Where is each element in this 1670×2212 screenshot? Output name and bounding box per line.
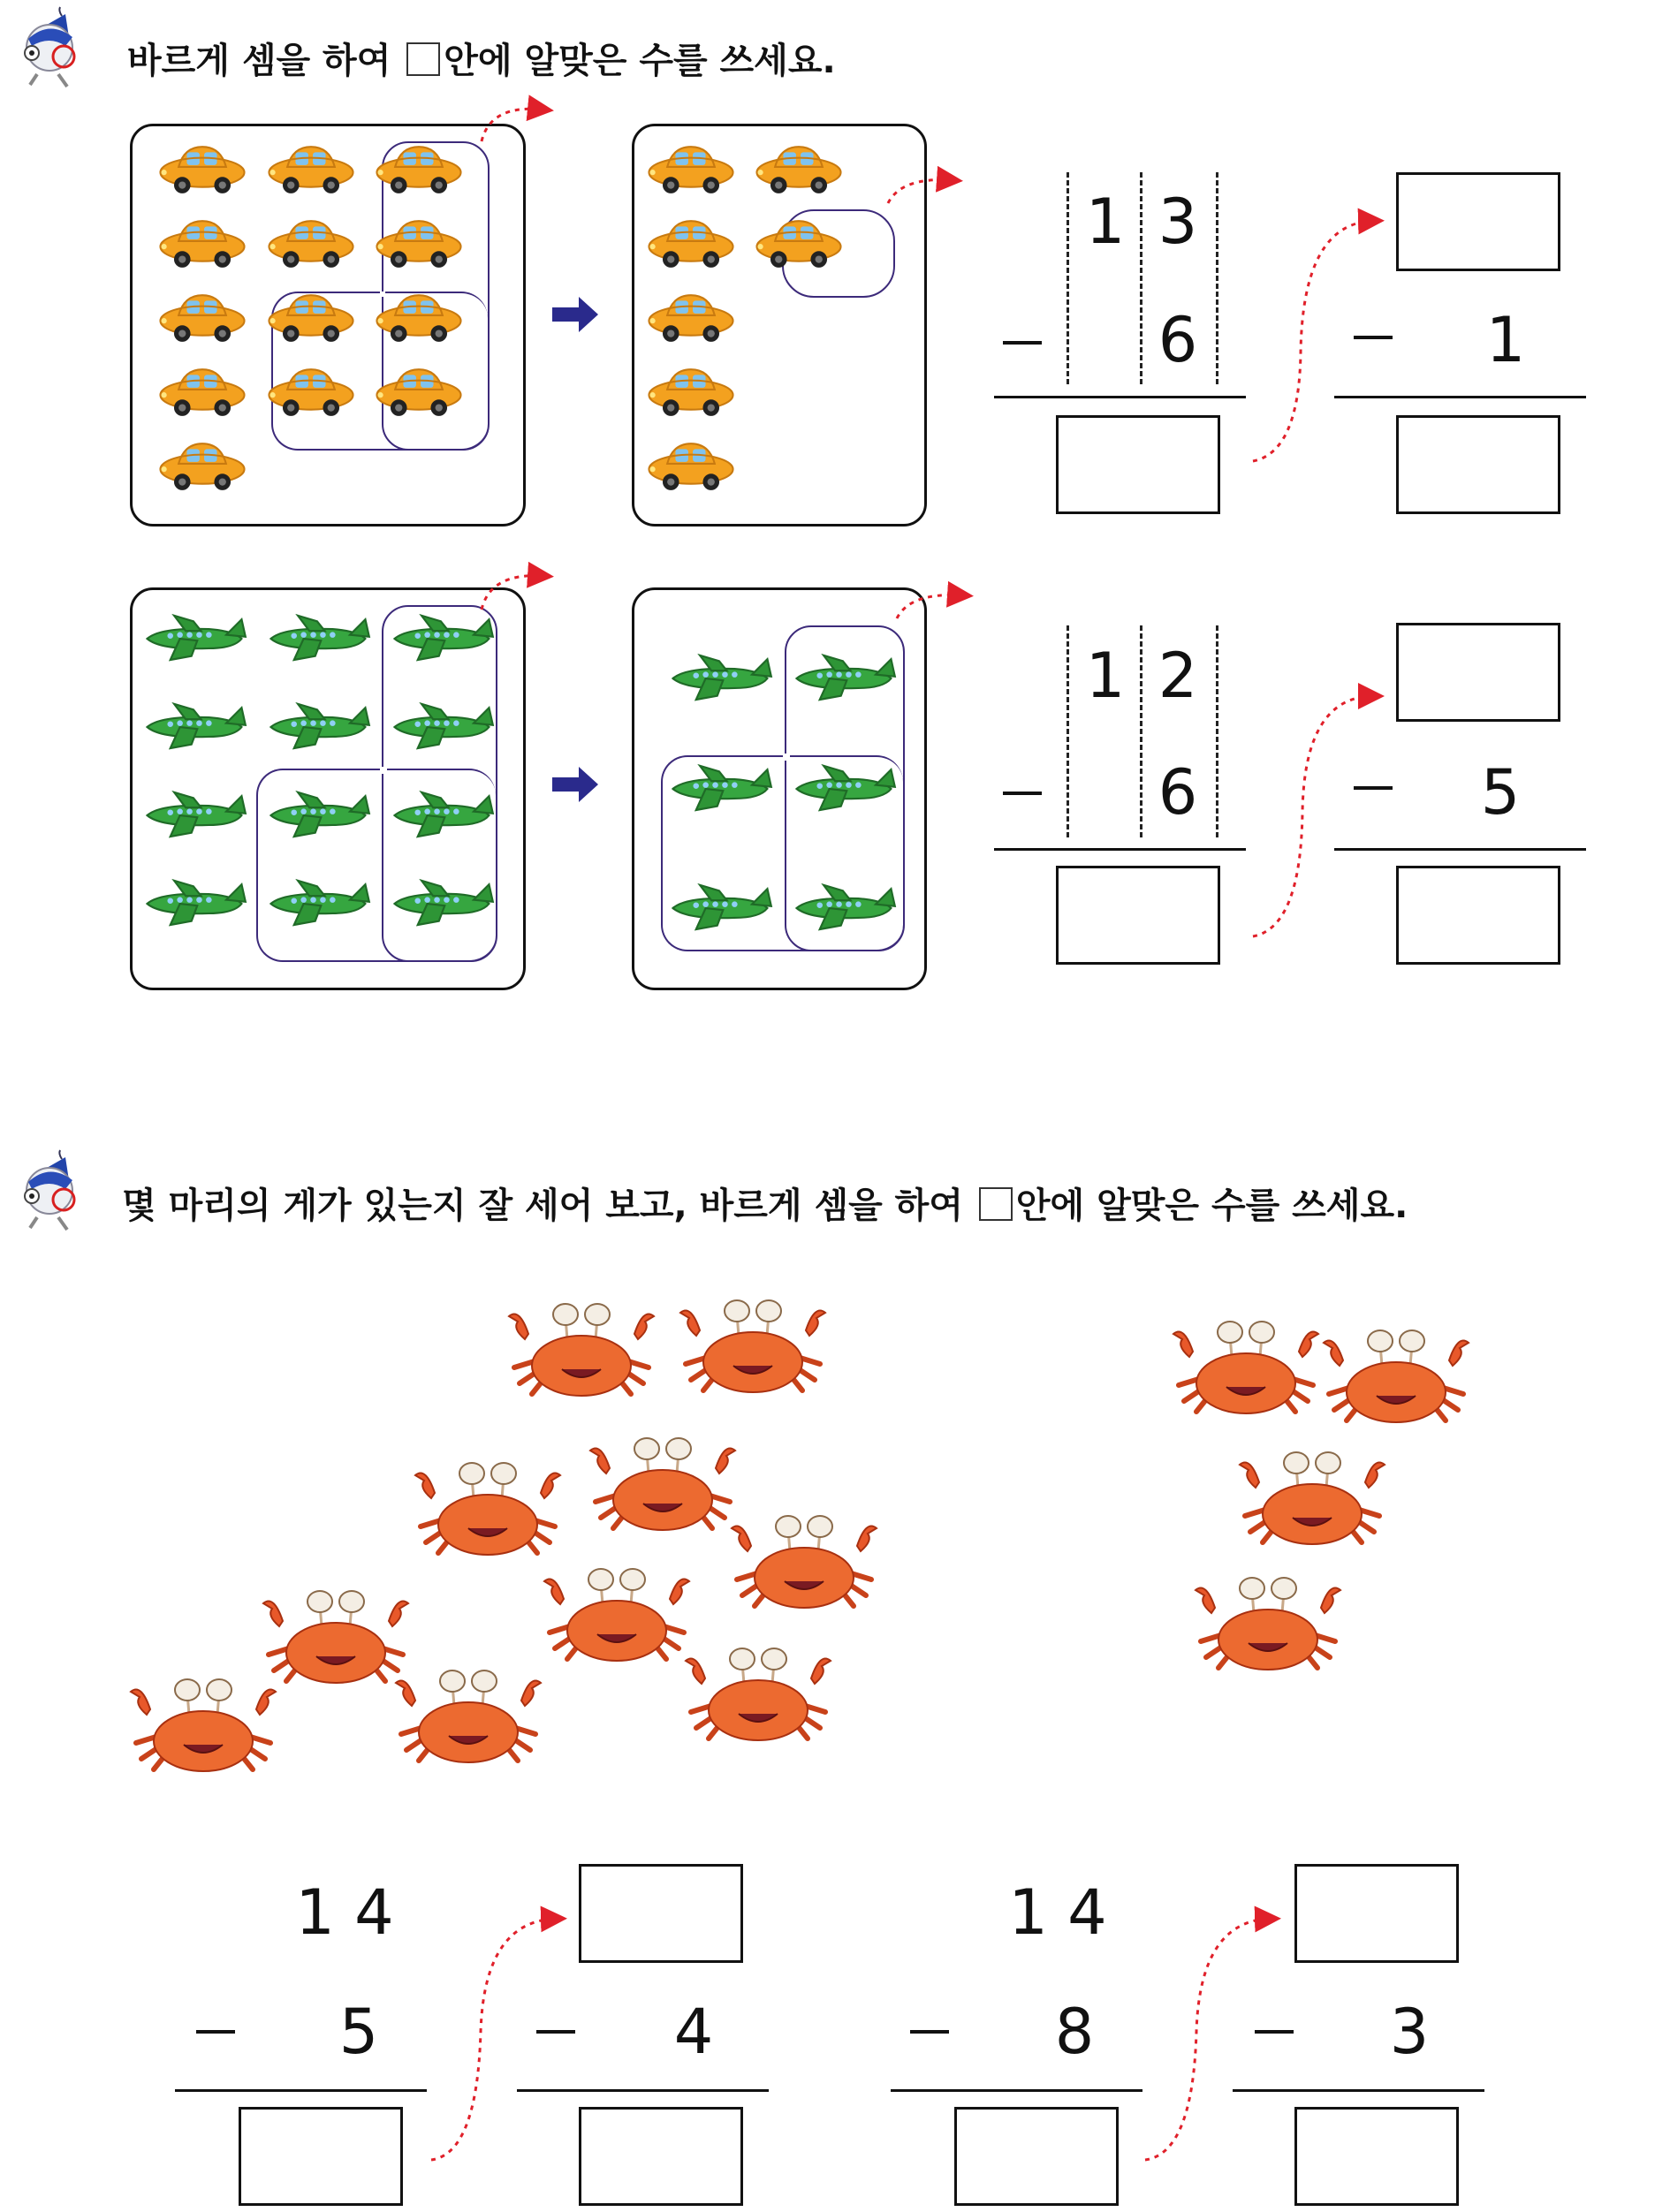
crab-b-subtrahend: 8	[1054, 1996, 1095, 2068]
crab-b-minuend: 1 4	[1008, 1876, 1107, 1949]
dotted-arrow-icon	[482, 576, 543, 610]
dotted-arrow-icon	[482, 109, 543, 141]
instruction-2-after: 안에 알맞은 수를 쓰세요.	[1015, 1186, 1408, 1226]
cars-tens: 1	[1085, 186, 1126, 258]
instruction-2-before: 몇 마리의 게가 있는지 잘 세어 보고, 바르게 셈을 하여	[122, 1186, 963, 1226]
cars-ones: 3	[1158, 186, 1198, 258]
planes-ones: 2	[1158, 640, 1198, 712]
crab-a-second-subtrahend: 4	[673, 1996, 714, 2068]
dotted-arrow-icon	[1145, 1919, 1271, 2160]
planes-subtrahend: 6	[1158, 756, 1198, 829]
instruction-1-before: 바르게 셈을 하여	[127, 41, 391, 81]
crab-b-second-subtrahend: 3	[1389, 1996, 1430, 2068]
dotted-arrow-icon	[888, 180, 953, 203]
dotted-arrow-icon	[1253, 696, 1374, 936]
cars-subtrahend: 6	[1158, 304, 1198, 376]
crab-a-subtrahend: 5	[338, 1996, 379, 2068]
crab-a-minuend: 1 4	[295, 1876, 394, 1949]
dotted-arrow-icon	[431, 1919, 557, 2160]
planes-tens: 1	[1085, 640, 1126, 712]
cars-second-subtrahend: 1	[1485, 304, 1526, 376]
dotted-arrow-icon	[897, 595, 963, 618]
planes-second-subtrahend: 5	[1480, 756, 1521, 829]
dotted-arrow-icon	[1253, 221, 1374, 461]
instruction-1-after: 안에 알맞은 수를 쓰세요.	[444, 41, 836, 81]
